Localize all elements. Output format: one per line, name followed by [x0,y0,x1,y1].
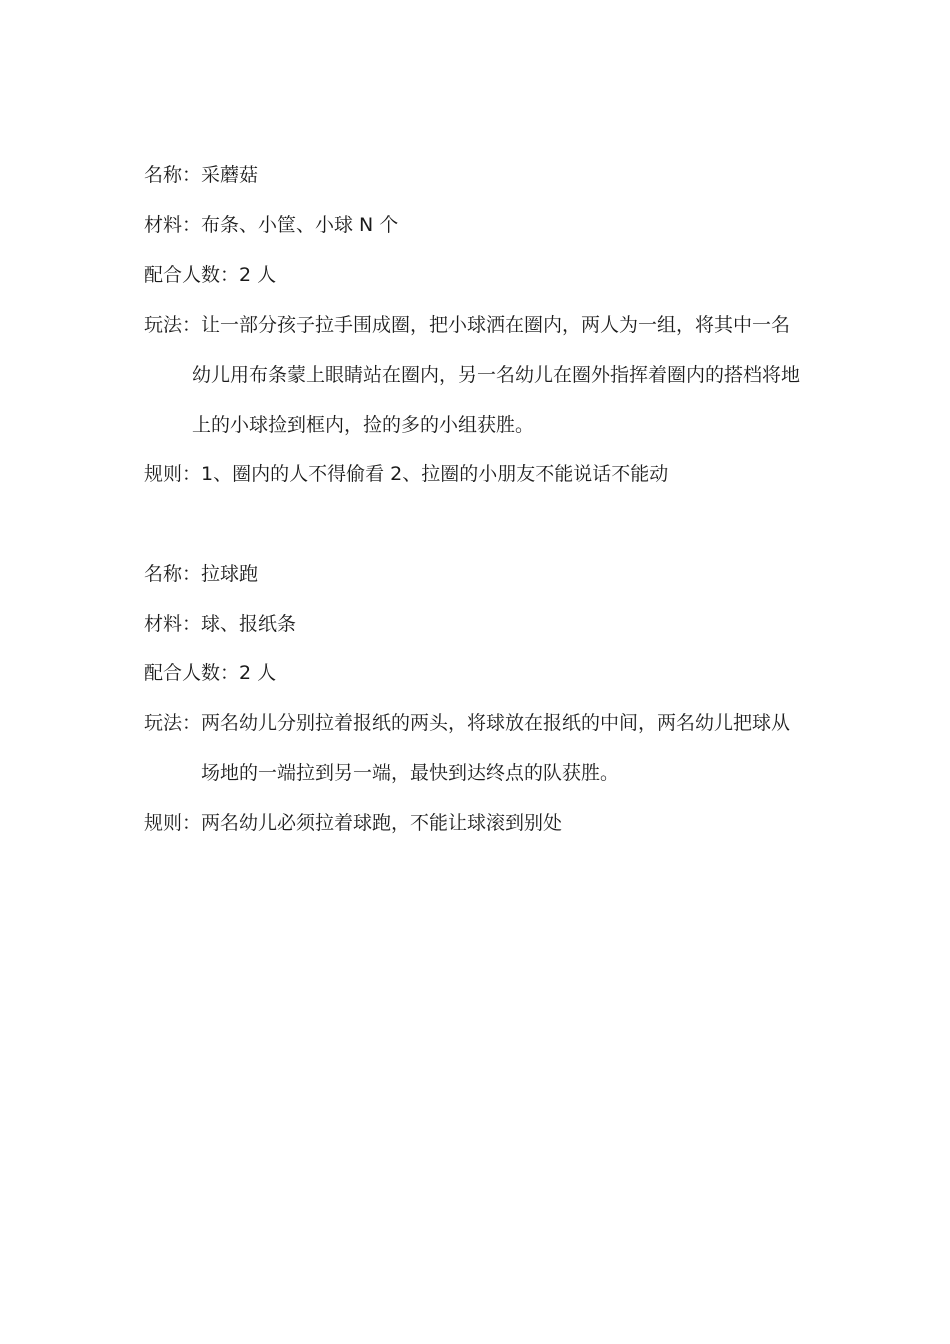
game2-name: 名称：拉球跑 [144,563,259,585]
game2-play-line-1: 玩法：两名幼儿分别拉着报纸的两头，将球放在报纸的中间，两名幼儿把球从 [144,712,791,734]
game1-players: 配合人数：2 人 [144,264,277,286]
game2-rules: 规则：两名幼儿必须拉着球跑，不能让球滚到别处 [144,812,563,834]
game1-name: 名称：采蘑菇 [144,164,259,186]
game1-play-line-3: 上的小球捡到框内，捡的多的小组获胜。 [192,414,535,436]
game1-material: 材料：布条、小筐、小球 N 个 [144,214,399,236]
game2-players: 配合人数：2 人 [144,662,277,684]
game2-material: 材料：球、报纸条 [144,613,297,635]
game1-play-line-2: 幼儿用布条蒙上眼睛站在圈内，另一名幼儿在圈外指挥着圈内的搭档将地 [192,364,801,386]
game1-play-line-1: 玩法：让一部分孩子拉手围成圈，把小球洒在圈内，两人为一组，将其中一名 [144,314,791,336]
game2-play-line-2: 场地的一端拉到另一端，最快到达终点的队获胜。 [201,762,620,784]
game1-rules: 规则：1、圈内的人不得偷看 2、拉圈的小朋友不能说话不能动 [144,463,669,485]
